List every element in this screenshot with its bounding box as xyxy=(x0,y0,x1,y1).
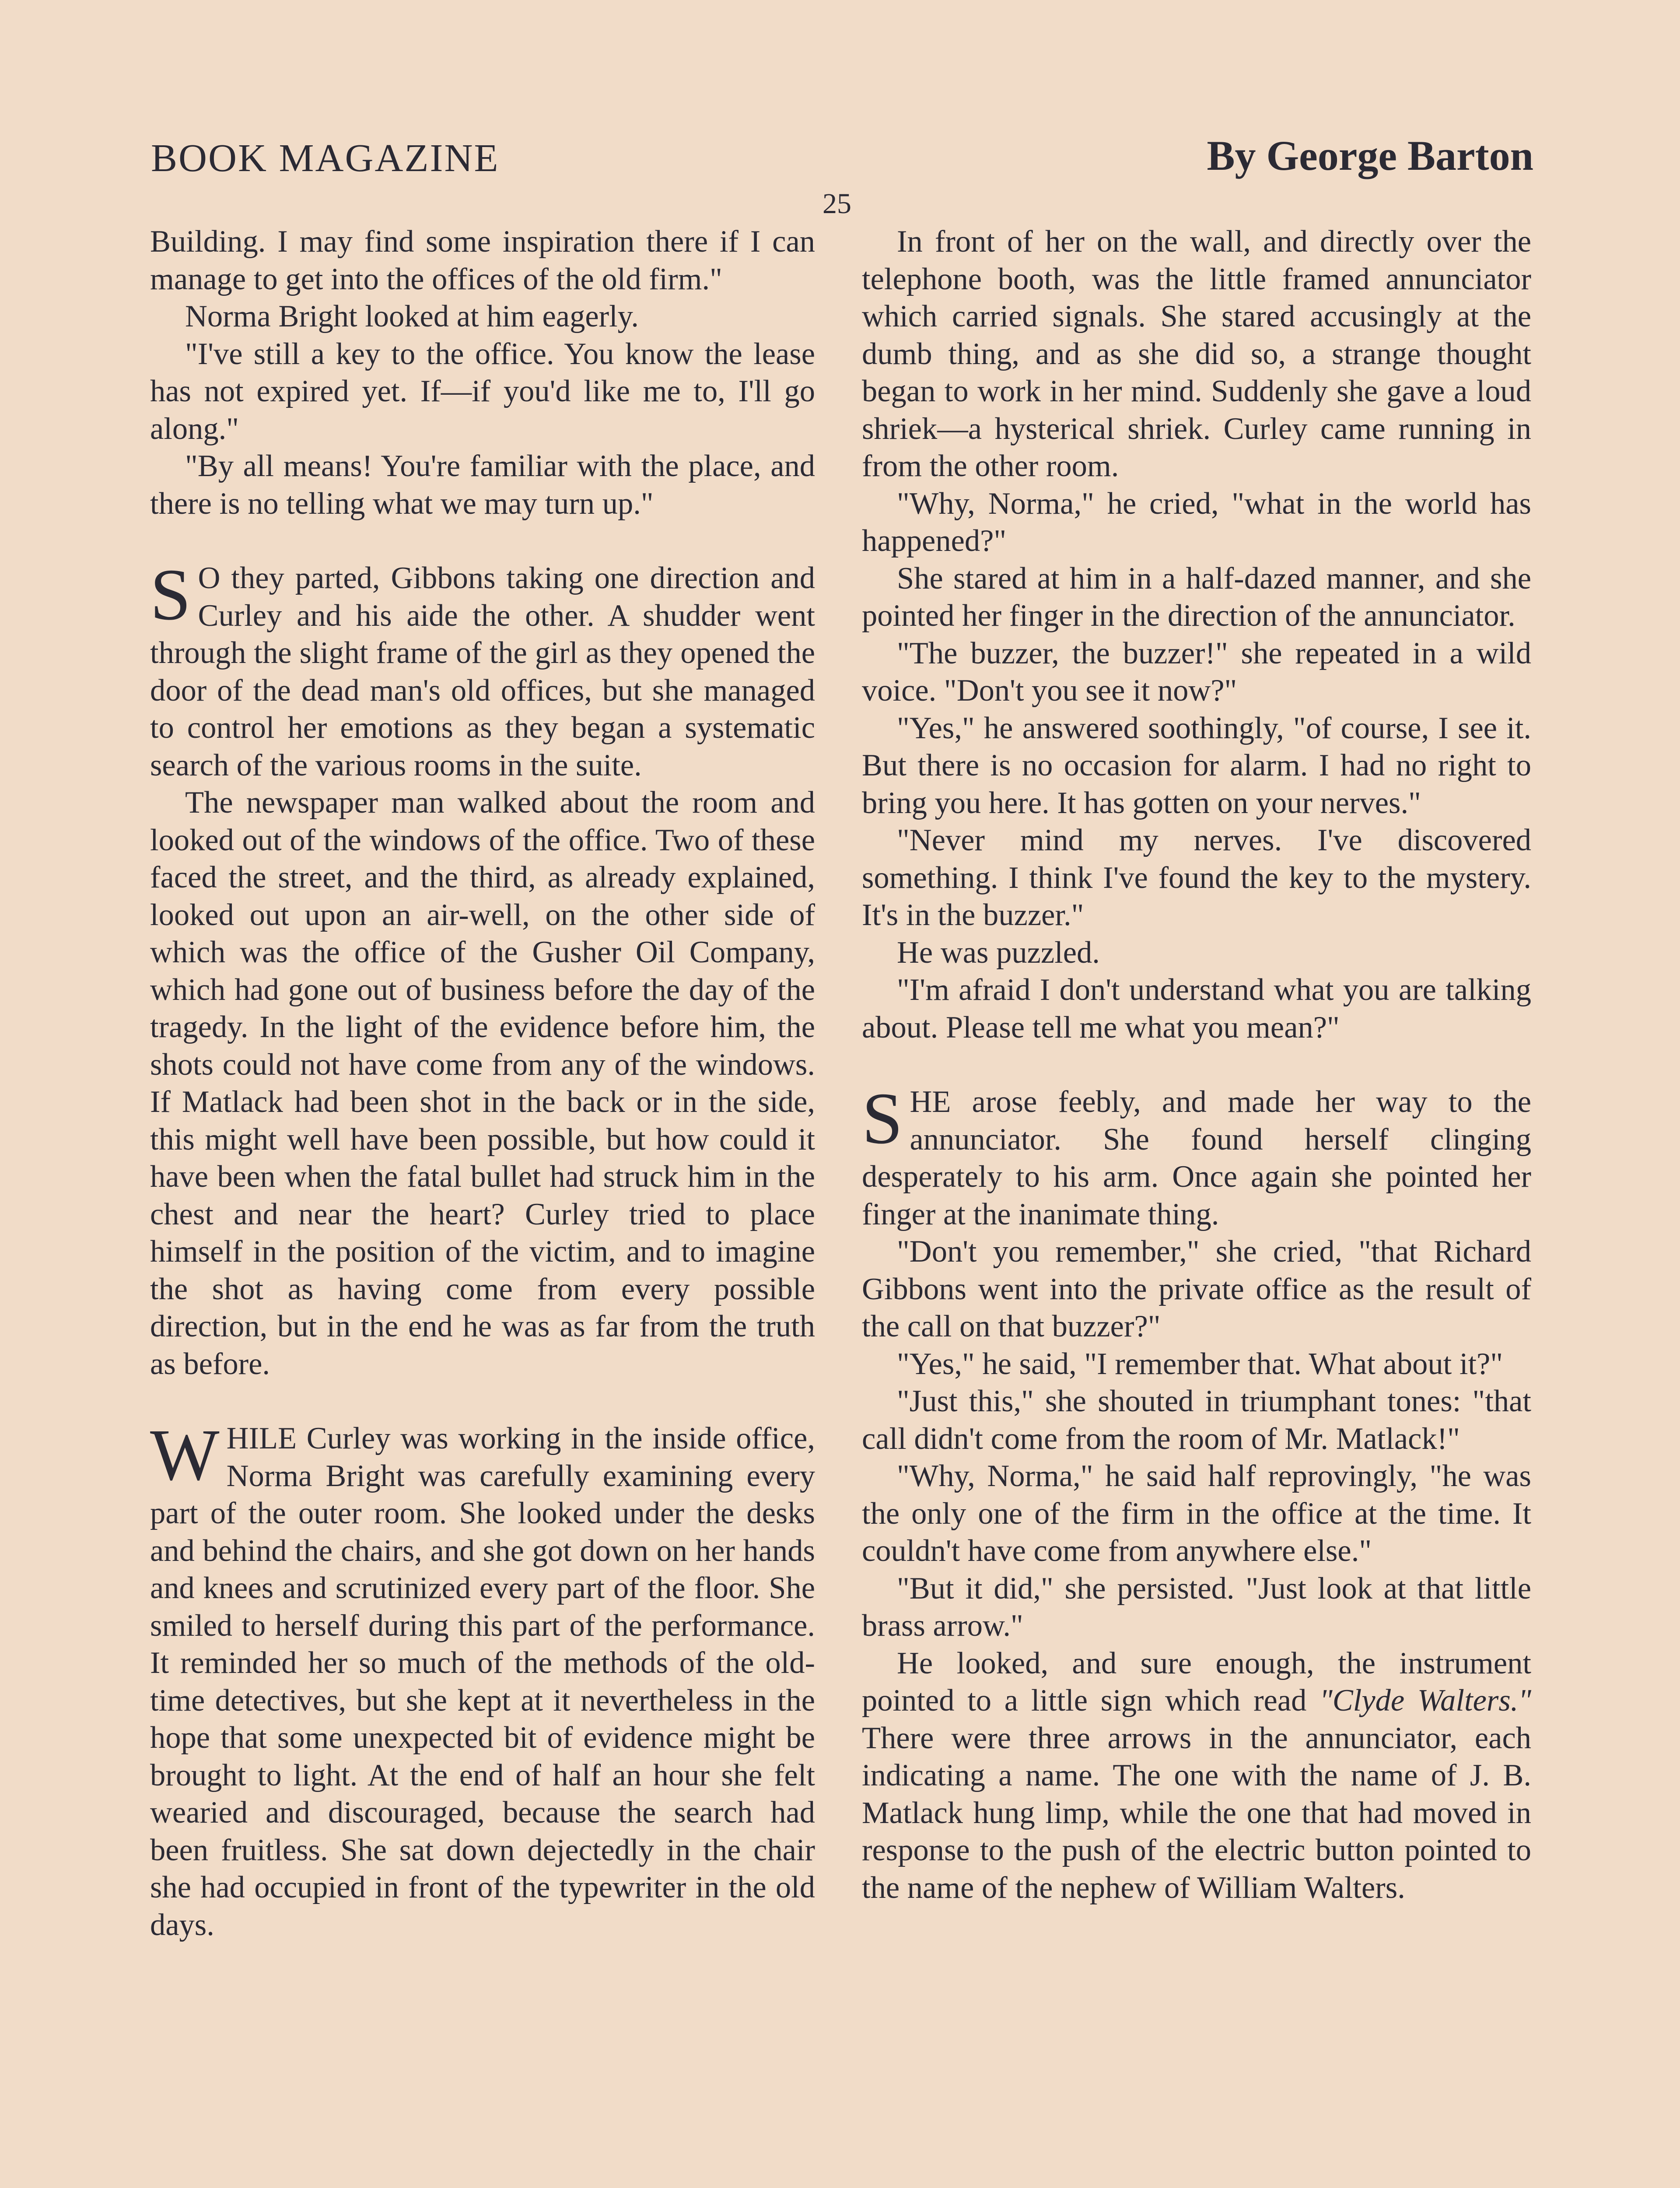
paragraph-text: Curley was working in the inside office, Norma Bright was carefully examining every part of the outer room. She looked under the desks and behind the chairs, and she got down on her hands and knees and scrutinized every part of the floor. She smiled to herself during this part of the performance. It reminded her so much of the methods of the old-time detectives, but she kept at it nevertheless in the hope that some unexpected bit of evidence might be brought to light. At the end of half an hour she felt wearied and discouraged, because the search had been fruitless. She sat down dejectedly in the chair she had occupied in front of the typewriter in the old days. xyxy=(150,1421,815,1942)
small-caps-lead: HILE xyxy=(226,1421,297,1455)
paragraph: "I'm afraid I don't understand what you are talking about. Please tell me what you mean?" xyxy=(862,973,1531,1045)
paragraph: "Just this," she shouted in triumphant tones: "that call didn't come from the room of Mr. Matlack!" xyxy=(862,1384,1531,1456)
paragraph: Building. I may find some inspiration there if I can manage to get into the offices of the old firm." xyxy=(150,224,815,296)
paragraph: In front of her on the wall, and directly over the telephone booth, was the little framed annunciator which carried signals. She stared accusingly at the dumb thing, and as she did so, a strange thought began to work in her mind. Suddenly she gave a loud shriek—a hysterical shriek. Curley came running in from the other room. xyxy=(862,224,1531,483)
paragraph: "I've still a key to the office. You know the lease has not expired yet. If—if you'd like me to, I'll go along." xyxy=(150,337,815,446)
paragraph: He was puzzled. xyxy=(897,935,1100,970)
paragraph: "The buzzer, the buzzer!" she repeated in a wild voice. "Don't you see it now?" xyxy=(862,636,1531,708)
paragraph: The newspaper man walked about the room and looked out of the windows of the office. Two of these faced the street, and the third, as already explained, looked out upon an air-well, on the other side of which was the office of the Gusher Oil Company, which had gone out of business before the day of the tragedy. In the light of the evidence before him, the shots could not have come from any of the windows. If Matlack had been shot in the back or in the side, this might well have been possible, but how could it have been when the fatal bullet had struck him in the chest and near the heart? Curley tried to place himself in the position of the victim, and to imagine the shot as having come from every possible direction, but in the end he was as far from the truth as before. xyxy=(150,785,815,1381)
section-opening-paragraph xyxy=(150,554,815,784)
drop-cap: W xyxy=(150,1414,220,1496)
paragraph-text: There were three arrows in the annunciator, each indicating a name. The one with the name of J. B. Matlack hung limp, while the one that had moved in response to the push of the electric button pointed to the name of the nephew of William Walters. xyxy=(862,1721,1531,1905)
paragraph: She stared at him in a half-dazed manner, and she pointed her finger in the direction of the annunciator. xyxy=(862,561,1531,633)
paragraph: "By all means! You're familiar with the place, and there is no telling what we may turn up." xyxy=(150,449,815,521)
paragraph: Norma Bright looked at him eagerly. xyxy=(185,299,639,333)
small-caps-lead: HE xyxy=(910,1085,951,1119)
section-opening-paragraph xyxy=(150,1414,815,1944)
drop-cap: S xyxy=(862,1078,903,1159)
small-caps-lead: O xyxy=(198,561,220,595)
left-column xyxy=(150,223,815,1944)
paragraph: "Don't you remember," she cried, "that Richard Gibbons went into the private office as the result of the call on that buzzer?" xyxy=(862,1234,1531,1343)
paragraph xyxy=(862,1645,1531,1907)
paragraph: "Yes," he answered soothingly, "of course, I see it. But there is no occasion for alarm. I had no right to bring you here. It has gotten on your nerves." xyxy=(862,711,1531,820)
paragraph: "Never mind my nerves. I've discovered something. I think I've found the key to the mystery. It's in the buzzer." xyxy=(862,823,1531,932)
running-header-title: BOOK MAGAZINE xyxy=(151,137,500,180)
running-header-byline: By George Barton xyxy=(1207,132,1533,179)
paragraph: "Yes," he said, "I remember that. What about it?" xyxy=(897,1346,1503,1381)
right-column xyxy=(862,223,1531,1907)
drop-cap: S xyxy=(150,554,191,635)
section-opening-paragraph xyxy=(862,1078,1531,1233)
italic-sign-name: "Clyde Walters." xyxy=(1320,1683,1531,1718)
paragraph-text: He looked, and sure enough, the instrument pointed to a little sign which read xyxy=(862,1646,1531,1718)
paragraph: "But it did," she persisted. "Just look at that little brass arrow." xyxy=(862,1571,1531,1643)
paragraph: "Why, Norma," he cried, "what in the world has happened?" xyxy=(862,486,1531,558)
paragraph-text: they parted, Gibbons taking one direction and Curley and his aide the other. A shudder went through the slight frame of the girl as they opened the door of the dead man's old offices, but she managed to control her emotions as they began a systematic search of the various rooms in the suite. xyxy=(150,561,815,782)
paragraph: "Why, Norma," he said half reprovingly, "he was the only one of the firm in the office at the time. It couldn't have come from anywhere else." xyxy=(862,1459,1531,1568)
paragraph-text: arose feebly, and made her way to the annunciator. She found herself clinging desperately to his arm. Once again she pointed her finger at the inanimate thing. xyxy=(862,1085,1531,1231)
page-number: 25 xyxy=(822,188,851,220)
